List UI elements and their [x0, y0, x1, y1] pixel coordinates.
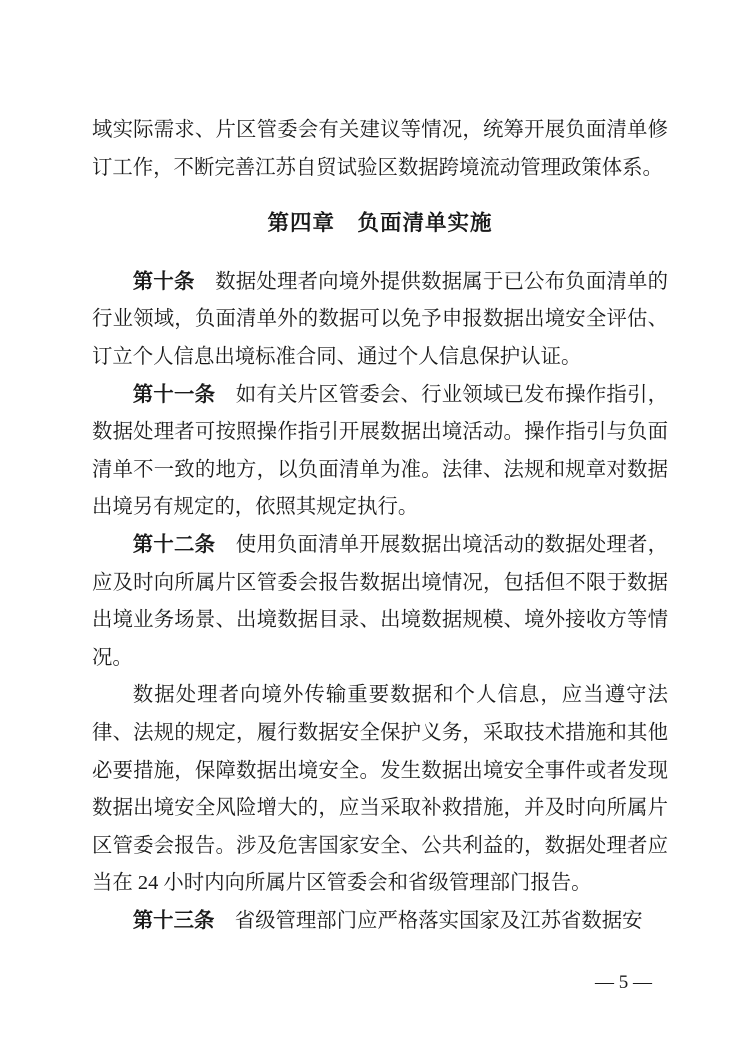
- document-text-block: [92, 112, 668, 940]
- article-12-text: 使用负面清单开展数据出境活动的数据处理者，应及时向所属片区管委会报告数据出境情况，包括但不限于数据出境业务场景、出境数据目录、出境数据规模、境外接收方等情况。: [92, 533, 669, 669]
- article-11-text: 如有关片区管委会、行业领域已发布操作指引，数据处理者可按照操作指引开展数据出境活动。操作指引与负面清单不一致的地方，以负面清单为准。法律、法规和规章对数据出境另有规定的，依照其规定执行。: [92, 383, 669, 519]
- article-11-number: 第十一条: [132, 383, 236, 406]
- article-12-subparagraph: [92, 677, 668, 903]
- page-number: — 5 —: [595, 972, 652, 993]
- article-11-paragraph: [92, 377, 668, 527]
- continuation-paragraph: 域实际需求、片区管委会有关建议等情况，统筹开展负面清单修订工作，不断完善江苏自贸试验区数据跨境流动管理政策体系。: [92, 119, 668, 179]
- chapter-heading: 第四章 负面清单实施: [267, 211, 493, 236]
- article-10-number: 第十条: [132, 270, 216, 293]
- article-12-paragraph: [92, 527, 668, 677]
- article-12-subparagraph-text: 数据处理者向境外传输重要数据和个人信息，应当遵守法律、法规的规定，履行数据安全保护义务，采取技术措施和其他必要措施，保障数据出境安全。发生数据出境安全事件或者发现数据出境安全风险增大的，应当采取补救措施，并及时向所属片区管委会报告。涉及危害国家安全、公共利益的，数据处理者应当在 24 小时内向所属片区管委会和省级管理部门报告。: [92, 684, 668, 895]
- article-13-number: 第十三条: [132, 909, 235, 932]
- article-10-paragraph: [92, 264, 668, 377]
- article-13-text: 省级管理部门应严格落实国家及江苏省数据安: [234, 909, 643, 932]
- article-12-number: 第十二条: [132, 533, 236, 556]
- article-10-text: 数据处理者向境外提供数据属于已公布负面清单的行业领域，负面清单外的数据可以免予申报数据出境安全评估、订立个人信息出境标准合同、通过个人信息保护认证。: [92, 270, 669, 368]
- article-13-paragraph: [92, 903, 668, 941]
